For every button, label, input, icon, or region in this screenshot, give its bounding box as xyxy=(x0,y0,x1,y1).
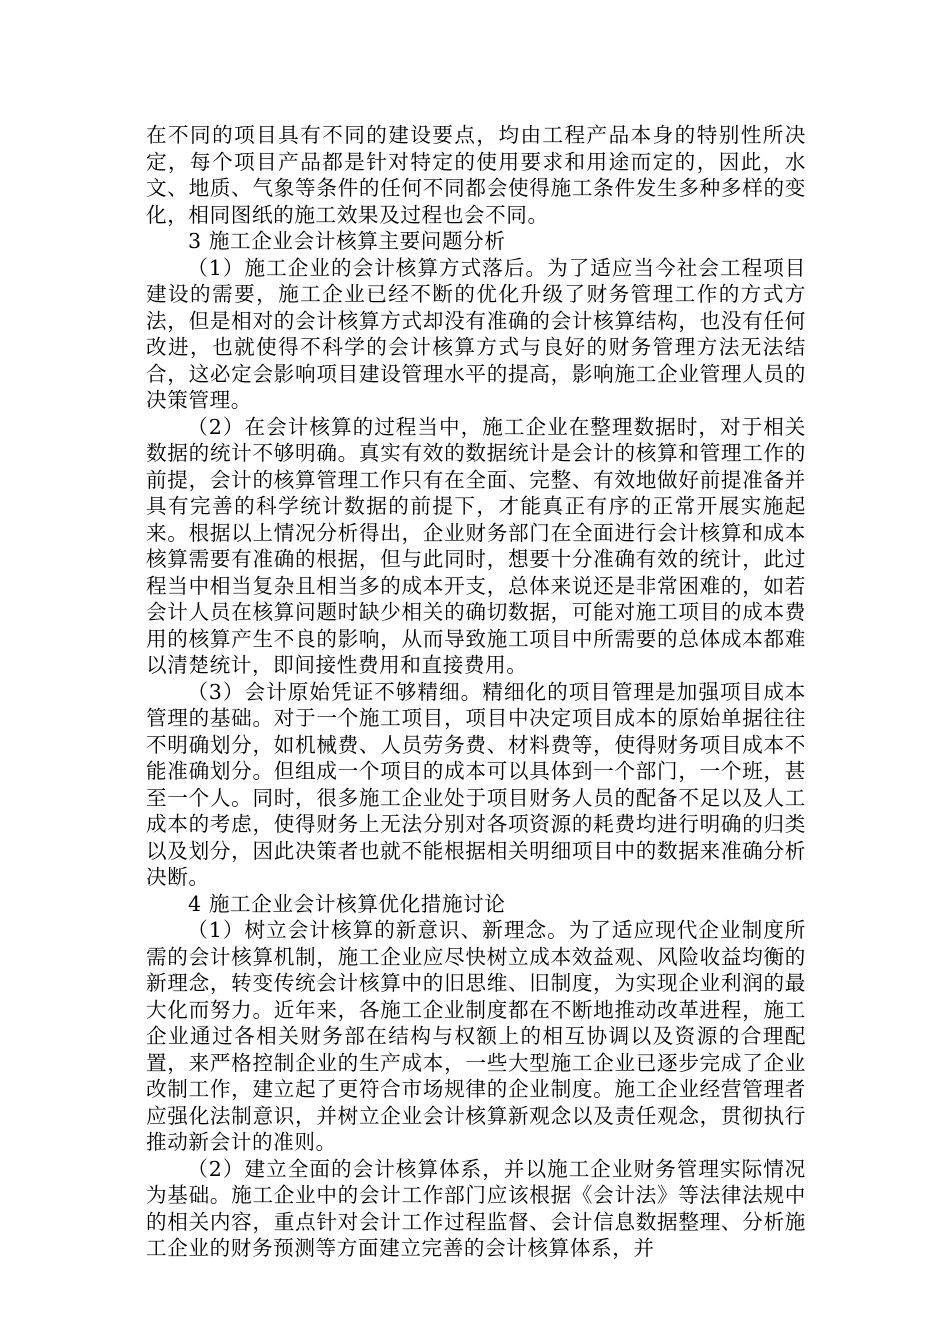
paragraph-issue-2: （2）在会计核算的过程当中，施工企业在整理数据时，对于相关数据的统计不够明确。真实有效的数据统计是会计的核算和管理工作的前提，会计的核算管理工作只有在全面、完整、有效地做好前提准备并具有完善的科学统计数据的前提下，才能真正有序的正常开展实施起来。根据以上情况分析得出，企业财务部门在全面进行会计核算和成本核算需要有准确的根据，但与此同时，想要十分准确有效的统计，此过程当中相当复杂且相当多的成本开支，总体来说还是非常困难的，如若会计人员在核算问题时缺少相关的确切数据，可能对施工项目的成本费用的核算产生不良的影响，从而导致施工项目中所需要的总体成本都难以清楚统计，即间接性费用和直接费用。 xyxy=(146,414,806,677)
section-heading-4: 4 施工企业会计核算优化措施讨论 xyxy=(188,891,506,916)
paragraph-measure-1: （1）树立会计核算的新意识、新理念。为了适应现代企业制度所需的会计核算机制，施工企业应尽快树立成本效益观、风险收益均衡的新理念，转变传统会计核算中的旧思维、旧制度，为实现企业利润的最大化而努力。近年来，各施工企业制度都在不断地推动改革进程，施工企业通过各相关财务部在结构与权额上的相互协调以及资源的合理配置，来严格控制企业的生产成本，一些大型施工企业已逐步完成了企业改制工作，建立起了更符合市场规律的企业制度。施工企业经营管理者应强化法制意识，并树立企业会计核算新观念以及责任观念，贯彻执行推动新会计的准则。 xyxy=(146,918,806,1154)
section-heading-3: 3 施工企业会计核算主要问题分析 xyxy=(188,229,506,253)
document-page xyxy=(146,122,806,1262)
paragraph-issue-3: （3）会计原始凭证不够精细。精细化的项目管理是加强项目成本管理的基础。对于一个施工项目，项目中决定项目成本的原始单据往往不明确划分，如机械费、人员劳务费、材料费等，使得财务项目成本不能准确划分。但组成一个项目的成本可以具体到一个部门，一个班，甚至一个人。同时，很多施工企业处于项目财务人员的配备不足以及人工成本的考虑，使得财务上无法分别对各项资源的耗费均进行明确的归类以及划分，因此决策者也就不能根据相关明细项目中的数据来准确分析决断。 xyxy=(146,679,806,889)
paragraph-issue-1: （1）施工企业的会计核算方式落后。为了适应当今社会工程项目建设的需要，施工企业已经不断的优化升级了财务管理工作的方式方法，但是相对的会计核算方式却没有准确的会计核算结构，也没有任何改进，也就使得不科学的会计核算方式与良好的财务管理方法无法结合，这必定会影响项目建设管理水平的提高，影响施工企业管理人员的决策管理。 xyxy=(146,255,806,412)
paragraph-measure-2: （2）建立全面的会计核算体系，并以施工企业财务管理实际情况为基础。施工企业中的会计工作部门应该根据《会计法》等法律法规中的相关内容，重点针对会计工作过程监督、会计信息数据整理、分析施工企业的财务预测等方面建立完善的会计核算体系，并 xyxy=(146,1156,806,1260)
paragraph-continued: 在不同的项目具有不同的建设要点，均由工程产品本身的特别性所决定，每个项目产品都是针对特定的使用要求和用途而定的，因此，水文、地质、气象等条件的任何不同都会使得施工条件发生多种多样的变化，相同图纸的施工效果及过程也会不同。 xyxy=(146,123,806,227)
